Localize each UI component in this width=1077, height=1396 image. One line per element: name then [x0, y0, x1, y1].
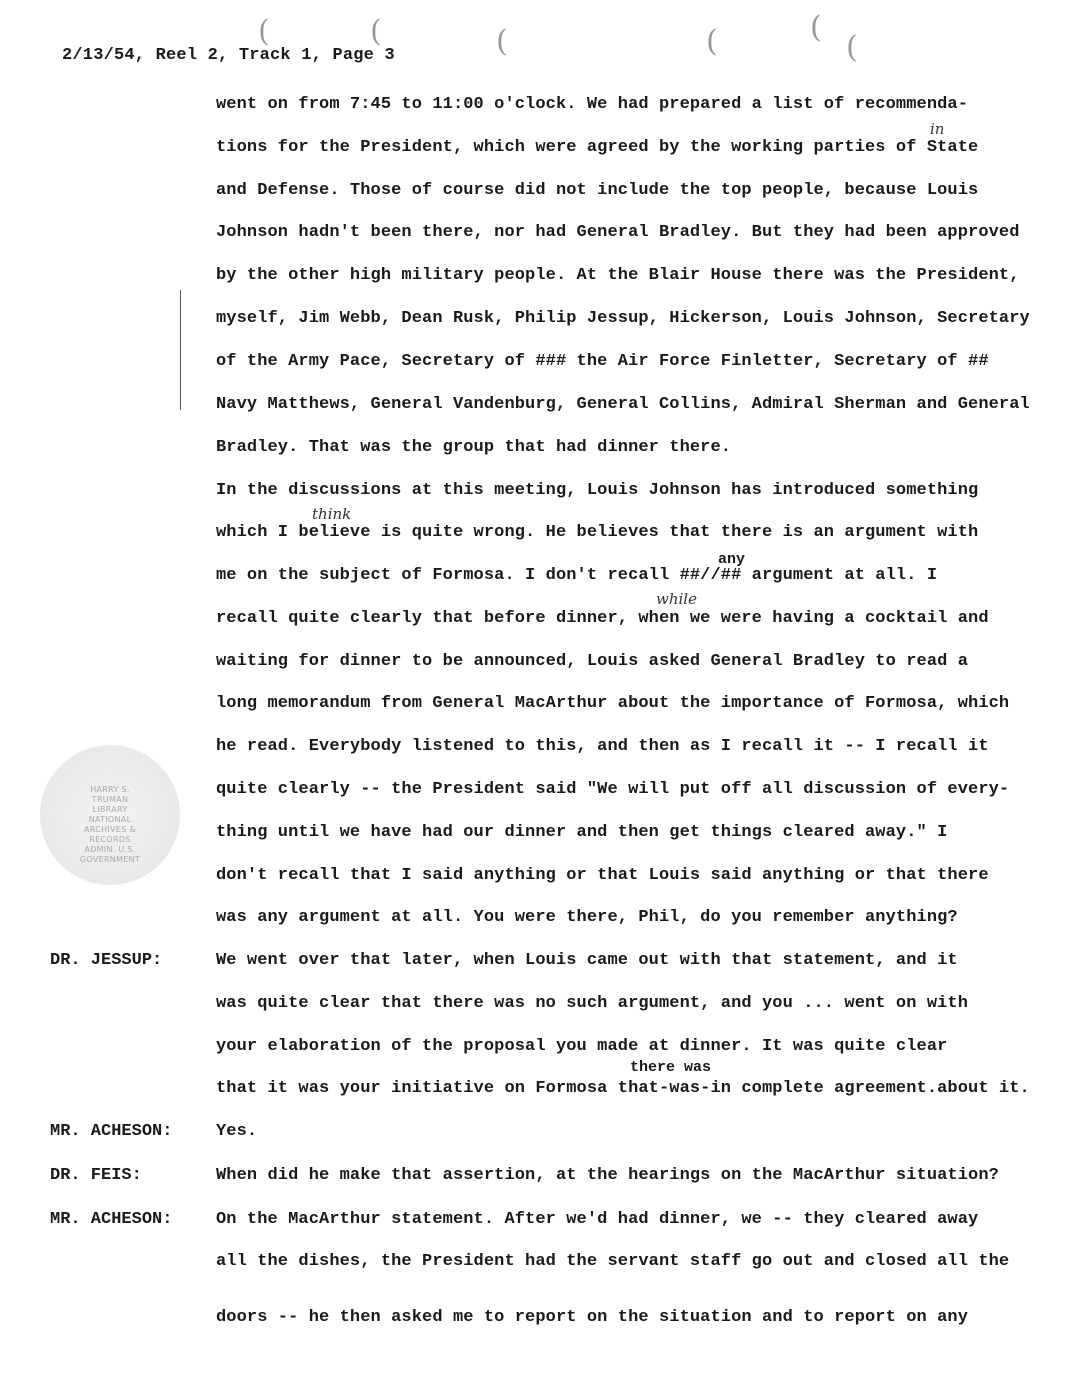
text-line: thing until we have had our dinner and then get things cleared away." I — [216, 823, 948, 842]
text-line: myself, Jim Webb, Dean Rusk, Philip Jessup, Hickerson, Louis Johnson, Secretary — [216, 309, 1030, 328]
text-line: don't recall that I said anything or that Louis said anything or that there — [216, 866, 989, 885]
text-line: by the other high military people. At the Blair House there was the President, — [216, 266, 1020, 285]
text-line: and Defense. Those of course did not include the top people, because Louis — [216, 181, 979, 200]
text-line: Johnson hadn't been there, nor had General Bradley. But they had been approved — [216, 223, 1020, 242]
text-line: me on the subject of Formosa. I don't recall ##//## argument at all. I — [216, 566, 938, 585]
text-line: Bradley. That was the group that had dinner there. — [216, 438, 732, 457]
page-header: 2/13/54, Reel 2, Track 1, Page 3 — [62, 46, 395, 65]
text-line: all the dishes, the President had the servant staff go out and closed all the — [216, 1252, 1010, 1271]
text-line: long memorandum from General MacArthur about the importance of Formosa, which — [216, 694, 1010, 713]
speaker-label: DR. FEIS: — [50, 1166, 142, 1185]
text-line: Yes. — [216, 1122, 258, 1141]
text-line: that it was your initiative on Formosa that-was-in complete agreement.about it. — [216, 1079, 1030, 1098]
text-line: quite clearly -- the President said "We will put off all discussion of every- — [216, 780, 1010, 799]
archive-stamp — [40, 745, 180, 885]
handwritten-insert-in: in — [930, 120, 945, 138]
text-line: We went over that later, when Louis came out with that statement, and it — [216, 951, 958, 970]
scan-artifact: ( — [706, 24, 718, 59]
text-line: your elaboration of the proposal you made at dinner. It was quite clear — [216, 1037, 948, 1056]
text-line: which I believe is quite wrong. He believes that there is an argument with — [216, 523, 979, 542]
text-line: doors -- he then asked me to report on the situation and to report on any — [216, 1308, 969, 1327]
scan-artifact: ( — [370, 14, 382, 49]
scan-artifact: ( — [810, 10, 822, 45]
text-line: went on from 7:45 to 11:00 o'clock. We had prepared a list of recommenda- — [216, 95, 969, 114]
text-line: recall quite clearly that before dinner, when we were having a cocktail and — [216, 609, 989, 628]
text-line: was any argument at all. You were there, Phil, do you remember anything? — [216, 908, 958, 927]
speaker-label: MR. ACHESON: — [50, 1122, 173, 1141]
scan-artifact: ( — [496, 24, 508, 59]
text-line: When did he make that assertion, at the hearings on the MacArthur situation? — [216, 1166, 999, 1185]
handwritten-insert-while: while — [656, 590, 697, 608]
text-line: tions for the President, which were agreed by the working parties of State — [216, 138, 979, 157]
text-line: waiting for dinner to be announced, Louis asked General Bradley to read a — [216, 652, 969, 671]
text-line: was quite clear that there was no such argument, and you ... went on with — [216, 994, 969, 1013]
stamp-text: HARRY S. TRUMAN LIBRARY NATIONAL ARCHIVES & RECORDS ADMIN. U.S. GOVERNMENT — [79, 785, 141, 864]
scan-artifact: ( — [258, 14, 270, 49]
handwritten-insert-think: think — [312, 505, 352, 523]
text-line: On the MacArthur statement. After we'd had dinner, we -- they cleared away — [216, 1210, 979, 1229]
speaker-label: DR. JESSUP: — [50, 951, 163, 970]
text-line: Navy Matthews, General Vandenburg, General Collins, Admiral Sherman and General — [216, 395, 1030, 414]
text-line: he read. Everybody listened to this, and then as I recall it -- I recall it — [216, 737, 989, 756]
typed-insert-there-was: there was — [630, 1059, 712, 1076]
scan-artifact: ( — [846, 30, 858, 65]
typed-insert-any: any — [718, 551, 746, 568]
text-line: In the discussions at this meeting, Louis Johnson has introduced something — [216, 481, 979, 500]
text-line: of the Army Pace, Secretary of ### the Air Force Finletter, Secretary of ## — [216, 352, 989, 371]
margin-mark — [180, 290, 181, 410]
speaker-label: MR. ACHESON: — [50, 1210, 173, 1229]
